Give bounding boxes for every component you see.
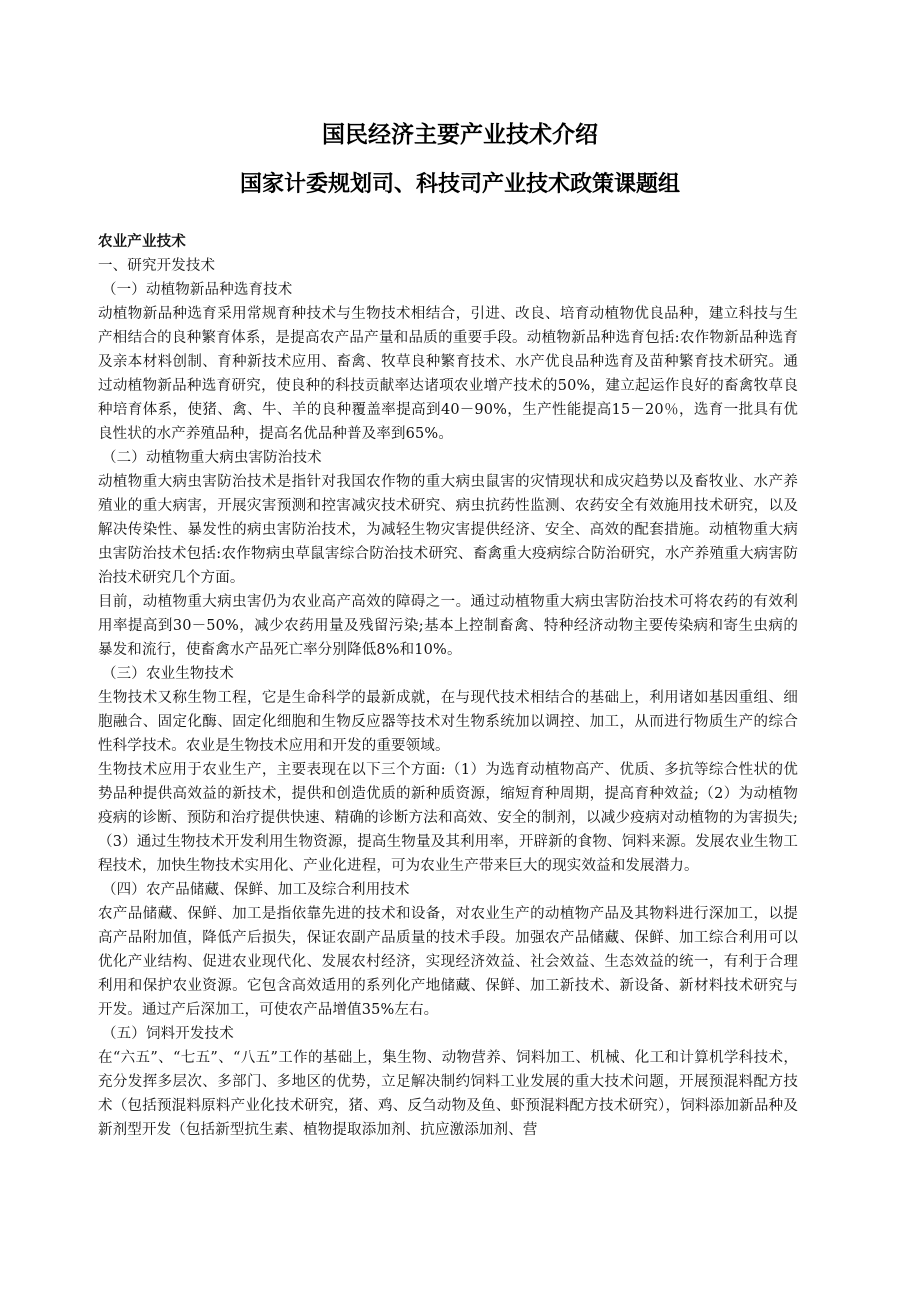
paragraph: 动植物重大病虫害防治技术是指针对我国农作物的重大病虫鼠害的灾情现状和成灾趋势以及畜牧业、水产养殖业的重大病害，开展灾害预测和控害减灾技术研究、病虫抗药性监测、农药安全有效施用技术研究，以及解决传染性、暴发性的病虫害防治技术，为减轻生物灾害提供经济、安全、高效的配套措施。动植物重大病虫害防治技术包括:农作物病虫草鼠害综合防治技术研究、畜禽重大疫病综合防治研究，水产养殖重大病害防治技术研究几个方面。 [98,474,798,586]
document-body [98,230,798,1142]
section-title: 农业产业技术 [98,234,186,250]
subsection-heading-1: （一）动植物新品种选育技术 [102,282,293,298]
document-subtitle: 国家计委规划司、科技司产业技术政策课题组 [239,172,680,197]
paragraph: 动植物新品种选育采用常规育种技术与生物技术相结合，引进、改良、培育动植物优良品种，建立科技与生产相结合的良种繁育体系，是提高农产品产量和品质的重要手段。动植物新品种选育包括:农作物新品种选育及亲本材料创制、育种新技术应用、畜禽、牧草良种繁育技术、水产优良品种选育及苗种繁育技术研究。通过动植物新品种选育研究，使良种的科技贡献率达诸项农业增产技术的50%，建立起运作良好的畜禽牧草良种培育体系，使猪、禽、牛、羊的良种覆盖率提高到40－90%，生产性能提高15－20％，选育一批具有优良性状的水产养殖品种，提高名优品种普及率到65%。 [98,306,798,442]
part-heading: 一、研究开发技术 [98,258,216,274]
subsection-heading-5: （五）饲料开发技术 [102,1026,234,1042]
subsection-heading-4: （四）农产品储藏、保鲜、加工及综合利用技术 [102,882,410,898]
subsection-heading-3: （三）农业生物技术 [102,666,234,682]
document-title: 国民经济主要产业技术介绍 [322,122,598,148]
paragraph: 农产品储藏、保鲜、加工是指依靠先进的技术和设备，对农业生产的动植物产品及其物料进行深加工，以提高产品附加值，降低产后损失，保证农副产品质量的技术手段。加强农产品储藏、保鲜、加工综合利用可以优化产业结构、促进农业现代化、发展农村经济，实现经济效益、社会效益、生态效益的统一，有利于合理利用和保护农业资源。它包含高效适用的系列化产地储藏、保鲜、加工新技术、新设备、新材料技术研究与开发。通过产后深加工，可使农产品增值35%左右。 [98,906,798,1018]
paragraph: 在“六五”、“七五”、“八五”工作的基础上，集生物、动物营养、饲料加工、机械、化工和计算机学科技术，充分发挥多层次、多部门、多地区的优势，立足解决制约饲料工业发展的重大技术问题，开展预混料配方技术（包括预混料原料产业化技术研究，猪、鸡、反刍动物及鱼、虾预混料配方技术研究），饲料添加新品种及新剂型开发（包括新型抗生素、植物提取添加剂、抗应激添加剂、营 [98,1050,798,1138]
paragraph: 目前，动植物重大病虫害仍为农业高产高效的障碍之一。通过动植物重大病虫害防治技术可将农药的有效利用率提高到30－50%，减少农药用量及残留污染;基本上控制畜禽、特种经济动物主要传染病和寄生虫病的暴发和流行，使畜禽水产品死亡率分别降低8%和10%。 [98,594,798,658]
paragraph: 生物技术应用于农业生产，主要表现在以下三个方面:（1）为选育动植物高产、优质、多抗等综合性状的优势品种提供高效益的新技术，提供和创造优质的新种质资源，缩短育种周期，提高育种效益;（2）为动植物疫病的诊断、预防和治疗提供快速、精确的诊断方法和高效、安全的制剂，以减少疫病对动植物的为害损失;（3）通过生物技术开发利用生物资源，提高生物量及其利用率，开辟新的食物、饲料来源。发展农业生物工程技术，加快生物技术实用化、产业化进程，可为农业生产带来巨大的现实效益和发展潜力。 [98,762,798,874]
paragraph: 生物技术又称生物工程，它是生命科学的最新成就，在与现代技术相结合的基础上，利用诸如基因重组、细胞融合、固定化酶、固定化细胞和生物反应器等技术对生物系统加以调控、加工，从而进行物质生产的综合性科学技术。农业是生物技术应用和开发的重要领域。 [98,690,798,754]
subsection-heading-2: （二）动植物重大病虫害防治技术 [102,450,322,466]
